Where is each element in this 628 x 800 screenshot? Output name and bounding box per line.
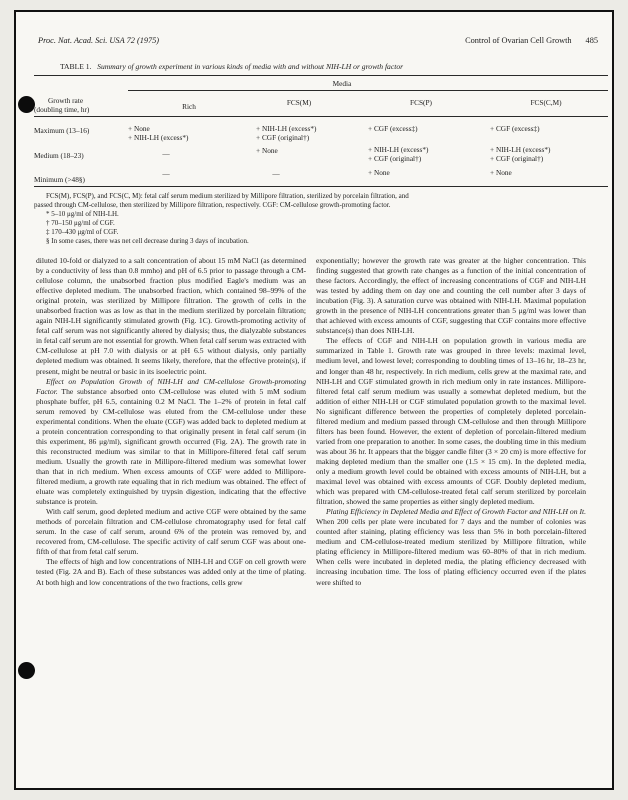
media-header: Media: [332, 79, 352, 88]
cell-max-rich-2: + NIH-LH (excess*): [128, 133, 189, 142]
row-header-line1: Growth rate: [48, 96, 84, 105]
cell-max-rich-1: + None: [128, 124, 150, 133]
table-bottom-rule: [34, 186, 608, 187]
table-footnote-3: * 5–10 μg/ml of NIH-LH.: [46, 210, 119, 218]
col-header-fcs-m: FCS(M): [286, 98, 312, 107]
left-paragraph-1: diluted 10-fold or dialyzed to a salt concentration of about 15 mM NaCl (as determined by a conductivity of less than 0.8 mmho) and pH of 6.5 prior to passage through a CM-cellulose column, the unabsorbed fraction plus modified Eagle's medium was an effective depleted medium. The unabsorbed fraction, which contained 98–99% of the original protein, was sterilized by Millipore filtration. The growth of cells in the unabsorbed fraction was as low as that in the medium sterilized by porcelain filtration; again NIH-LH significantly stimulated growth (Fig. 1C). Growth-promoting activity of fetal calf serum was not significantly altered by dialysis; thus, the dialyzable substances in fetal calf serum are not essential for growth. When fetal calf serum was extracted with CM-cellulose at pH 7.0 with dialysis or at pH 6.5 without dialysis, only partially depleted medium was obtained. It seems likely, therefore, that the effective protein(s), if present, might be neutral or basic in its isoelectric point.: [36, 256, 306, 376]
cell-max-fcsm-2: + CGF (original†): [256, 133, 310, 142]
table-header-rule: [34, 116, 608, 117]
row-label-minimum: Minimum (>48§): [34, 175, 85, 184]
media-span-rule: [128, 90, 608, 91]
col-header-fcs-p: FCS(P): [410, 98, 432, 107]
cell-med-fcsp-1: + NIH-LH (excess*): [368, 145, 429, 154]
table-footnote-2: passed through CM-cellulose, then sterilized by Millipore filtration, respectively. CGF: CM-cellulose growth-promoting factor.: [34, 201, 391, 209]
document-page: [14, 10, 614, 790]
row-header-line2: (doubling time, hr): [34, 105, 90, 114]
cell-med-fcscm-2: + CGF (original†): [490, 154, 544, 163]
punch-hole-top: [18, 96, 35, 113]
left-paragraph-2: [36, 377, 306, 508]
table-top-rule: [34, 75, 608, 76]
cell-min-fcscm-1: + None: [490, 168, 512, 177]
cell-max-fcsm-1: + NIH-LH (excess*): [256, 124, 317, 133]
cell-min-fcsm-1: —: [272, 169, 280, 178]
col-header-rich: Rich: [182, 102, 196, 111]
left-paragraph-2-body: The substance absorbed onto CM-cellulose was eluted with 5 mM sodium phosphate buffer, pH 6.5, containing 0.2 M NaCl. The 1–2% of protein in fetal calf serum removed by CM-cellulose was eluted from the CM-cellulose under these experimental conditions. When the eluate (CGF) was added back to depleted medium at a protein concentration corresponding to that originally present in fetal calf serum (in this experiment, 86 μg/ml), significant growth occurred (Fig. 2A). The growth rate in this reconstructed medium was similar to that in Millipore-filtered fetal calf serum medium. Usually the growth rate in Millipore-filtered medium was somewhat lower than that in rich medium. When excess amounts of CGF were added to Millipore-filtered medium, a growth rate equaling that in rich medium was obtained. The effect of eluate was completely extinguished by trypsin digestion, indicating that the effective substance is protein.: [36, 386, 306, 507]
cell-max-fcscm-1: + CGF (excess‡): [490, 124, 540, 133]
cell-max-fcsp-1: + CGF (excess‡): [368, 124, 418, 133]
cell-min-rich-1: —: [162, 169, 170, 178]
table-footnote-5: ‡ 170–430 μg/ml of CGF.: [46, 228, 119, 236]
left-subheading-2: Effect on Population Growth of NIH-LH and CM-cellulose Growth-promoting Factor.: [36, 376, 306, 396]
table-caption-text: Summary of growth experiment in various kinds of media with and without NIH-LH or growth factor: [97, 62, 404, 71]
table-caption: [60, 62, 403, 71]
page-number: 485: [585, 36, 598, 45]
journal-citation: Proc. Nat. Acad. Sci. USA 72 (1975): [38, 36, 160, 45]
body-column-right: [316, 256, 586, 588]
right-subheading-3: Plating Efficiency in Depleted Media and Effect of Growth Factor and NIH-LH on It.: [326, 507, 586, 517]
right-paragraph-1: exponentially; however the growth rate was greater at the higher concentration. This finding suggested that growth rate changes as a function of the initial concentration of these factors. Accordingly, the effect of increasing concentrations of CGF and NIH-LH was tested by adding them on day one and counting the cell number after 3 days of incubation (Fig. 3). A saturation curve was obtained with NIH-LH. Maximal population growth in the presence of NIH-LH concentrations greater than 5 μg/ml was lower than that achieved with excess amounts of CGF, suggesting that CGF contains more effective substance(s) than does NIH-LH.: [316, 256, 586, 336]
left-paragraph-4: The effects of high and low concentrations of NIH-LH and CGF on cell growth were tested (Fig. 2A and B). Each of these substances was added only at the time of plating. At both high and low concentrations of the two fractions, cells grew: [36, 557, 306, 587]
table-footnote-1: FCS(M), FCS(P), and FCS(C, M): fetal calf serum medium sterilized by Millipore filtration, sterilized by porcelain filtration, and: [46, 192, 409, 200]
running-title-text: Control of Ovarian Cell Growth: [465, 36, 572, 45]
row-label-medium: Medium (18–23): [34, 151, 84, 160]
cell-med-fcsp-2: + CGF (original†): [368, 154, 422, 163]
body-column-left: [36, 256, 306, 588]
table-label: TABLE 1.: [60, 62, 92, 71]
table-footnote-4: † 70–150 μg/ml of CGF.: [46, 219, 115, 227]
right-paragraph-2: The effects of CGF and NIH-LH on population growth in various media are summarized in Table 1. Growth rate was grouped in three levels: maximal level, medium level, and lowest level; corresponding to doubling times of 13–16 hr, 18–23 hr, and longer than 48 hr, respectively. In rich medium, cells grew at the maximal rate, and NIH-LH and CGF stimulated growth in rich medium only in rate instances. Millipore-filtered fetal calf serum medium was usually a somewhat depleted medium, but the addition of either NIH-LH or CGF stimulated population growth to the maximal level. No significant difference between the properties of completely depleted porcelain-filtered medium and medium passed through CM-cellulose and then through Millipore filters has been found. However, the extent of depletion of porcelain-filtered medium varied from one preparation to another. In some cases, the doubling time in this medium was about 36 hr. It appears that the bigger candle filter (3 × 20 cm) is more effective for making depleted medium than the smaller one (1.5 × 15 cm). In the depleted media, only a medium growth level could be obtained with excess amounts of NIH-LH, but a maximal level was obtained with excess amounts of CGF. Doubly depleted medium, which was prepared with CM-cellulose-treated fetal calf serum sterilized by porcelain filtration, showed the same properties as either singly depleted medium.: [316, 336, 586, 507]
right-paragraph-3: [316, 507, 586, 587]
cell-med-rich-1: —: [162, 149, 170, 158]
col-header-fcs-cm: FCS(C,M): [530, 98, 562, 107]
cell-min-fcsp-1: + None: [368, 168, 390, 177]
cell-med-fcscm-1: + NIH-LH (excess*): [490, 145, 551, 154]
punch-hole-bottom: [18, 662, 35, 679]
running-title: [465, 36, 598, 45]
table-footnote-6: § In some cases, there was net cell decrease during 3 days of incubation.: [46, 237, 249, 245]
left-paragraph-3: With calf serum, good depleted medium and active CGF were obtained by the same methods of porcelain filtration and CM-cellulose chromatography used for fetal calf serum. In the case of calf serum, around 6% of the protein was removed by, and recovered from, CM-cellulose. The specific activity of calf serum CGF was about one-fifth of that from fetal calf serum.: [36, 507, 306, 557]
row-label-maximum: Maximum (13–16): [34, 126, 90, 135]
cell-med-fcsm-1: + None: [256, 146, 278, 155]
right-paragraph-3-body: When 200 cells per plate were incubated for 7 days and the number of colonies was counted after staining, plating efficiency was less than 5% in both porcelain-filtered medium and CM-cellulose-treated medium sterilized by Millipore filtration, while plating efficiency in Millipore-filtered medium was 60–80% of that in rich medium. When cells were incubated in depleted media, the plating efficiency decreased with increasing incubation time. The loss of plating efficiency occurred even if the plates were shifted to: [316, 517, 586, 587]
